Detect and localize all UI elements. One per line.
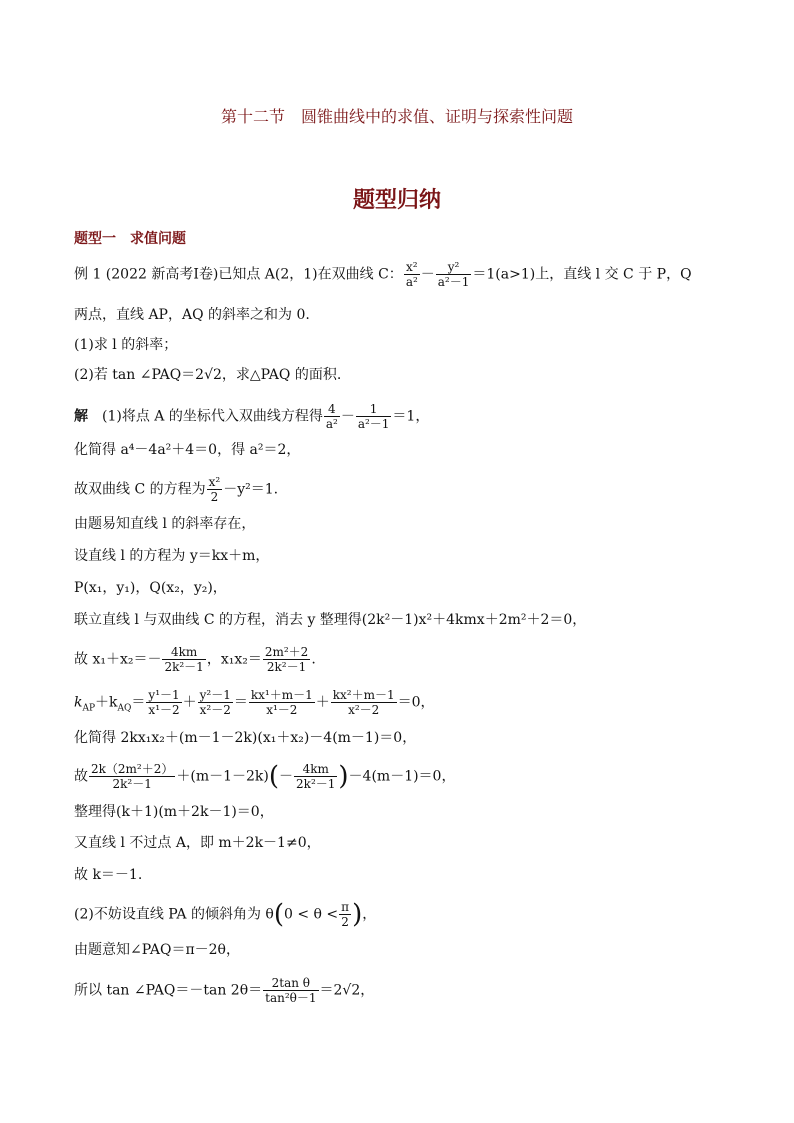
- problem-type-label: 题型一 求值问题: [74, 231, 186, 247]
- fraction-x2-2: $\frac{\text{x²}}{2}$: [208, 475, 221, 504]
- solution-step-5: 设直线 l 的方程为 y＝kx＋m，: [74, 548, 270, 564]
- fraction-y2-a2-1: $\frac{\text{y²}}{\text{a²－1}}$: [437, 260, 470, 289]
- solution-step-16: 由题意知∠PAQ＝π－2θ，: [74, 942, 240, 958]
- fraction-neg: $\frac{4km}{\text{2k²－1}}$: [296, 762, 336, 791]
- solution-step-12: 整理得(k＋1)(m＋2k－1)＝0，: [74, 804, 274, 820]
- solution-step-8: [74, 645, 316, 674]
- step-9-end: ＝0，: [397, 694, 435, 711]
- step-11-end: －4(m－1)＝0，: [348, 768, 456, 785]
- page-title: 第十二节 圆锥曲线中的求值、证明与探索性问题: [220, 107, 573, 126]
- solution-step-15: (2)不妨设直线 PA 的倾斜角为 θ(0 < θ < $\frac{\pi}{2}$ )，: [74, 899, 377, 930]
- solution-step-17: [74, 976, 374, 1005]
- solution-step-10: 化简得 2kx₁x₂＋(m－1－2k)(x₁＋x₂)－4(m－1)＝0，: [74, 730, 417, 746]
- solution-step-11: 故 $\frac{\text{2k（2m²＋2）}}{\text{2k²－1}}$ ＋(m－1－2k)(－ $\frac{4km}{\text{2k²－1}}$ )－4(m－1)＝0，: [74, 761, 456, 792]
- solution-step-9: [74, 688, 435, 718]
- step-1-text: (1)将点 A 的坐标代入双曲线方程得: [102, 408, 323, 425]
- fraction-1-a2-1: $\frac{1}{\text{a²－1}}$: [357, 402, 390, 431]
- step-3-text: 故双曲线 C 的方程为: [74, 481, 206, 498]
- step-15-end: ，: [362, 906, 377, 923]
- fraction-ap-1: $\frac{\text{y¹－1}}{\text{x¹－2}}$: [148, 688, 180, 717]
- solution-step-4: 由题易知直线 l 的斜率存在，: [74, 516, 256, 532]
- step-1-end: ＝1，: [392, 408, 430, 425]
- step-17-text: 所以 tan ∠PAQ＝－tan 2θ＝: [74, 982, 263, 999]
- subscript-ap: AP: [82, 703, 96, 714]
- subscript-aq: AQ: [117, 703, 132, 714]
- fraction-4-a2: $\frac{4}{\text{a²}}$: [325, 402, 338, 431]
- fraction-aq-2: $\frac{\text{kx²＋m－1}}{\text{x²－2}}$: [332, 688, 395, 717]
- k-symbol: k: [74, 694, 83, 711]
- step-17-end: ＝2√2，: [319, 982, 375, 999]
- solution-step-6: P(x₁，y₁)，Q(x₂，y₂)，: [74, 580, 227, 596]
- step-11-mid: ＋(m－1－2k): [176, 768, 269, 785]
- step-3-end: －y²＝1.: [223, 481, 279, 498]
- fraction-product: $\frac{\text{2m²＋2}}{\text{2k²－1}}$: [264, 645, 309, 674]
- step-11-text: 故: [74, 768, 88, 785]
- example-intro-b: ＝1(a>1)上，直线 l 交 C 于 P，Q: [472, 266, 692, 283]
- step-15-range: 0 < θ <: [284, 906, 339, 923]
- fraction-aq-1: $\frac{\text{y²－1}}{\text{x²－2}}$: [199, 688, 231, 717]
- fraction-big: $\frac{\text{2k（2m²＋2）}}{\text{2k²－1}}$: [91, 762, 174, 791]
- example-line-2: 两点，直线 AP，AQ 的斜率之和为 0.: [74, 307, 310, 323]
- fraction-x2-a2: $\frac{\text{x²}}{\text{a²}}$: [405, 260, 418, 289]
- solution-step-14: 故 k＝－1.: [74, 867, 143, 883]
- equals-2: ＝: [233, 694, 248, 711]
- solution-step-1: 解 (1)将点 A 的坐标代入双曲线方程得 $\frac{4}{\text{a²}}$ － $\frac{1}{\text{a²－1}}$ ＝1，: [74, 402, 430, 431]
- solution-step-3: [74, 475, 278, 504]
- step-8-text: 故 x₁＋x₂＝－: [74, 651, 162, 668]
- step-8-end: .: [311, 651, 316, 668]
- equals-1: ＝: [131, 694, 146, 711]
- question-2: (2)若 tan ∠PAQ＝2√2，求△PAQ 的面积.: [74, 367, 342, 383]
- step-15-text: (2)不妨设直线 PA 的倾斜角为 θ: [74, 906, 274, 923]
- solution-label: 解: [74, 408, 88, 425]
- plus-2: ＋: [315, 694, 330, 711]
- section-title: 题型归纳: [352, 188, 441, 213]
- solution-step-13: 又直线 l 不过点 A，即 m＋2k－1≠0，: [74, 835, 321, 851]
- fraction-ap-2: $\frac{\text{kx¹＋m－1}}{\text{x¹－2}}$: [250, 688, 313, 717]
- plus-k: ＋k: [95, 694, 118, 711]
- plus-1: ＋: [182, 694, 197, 711]
- solution-step-7: 联立直线 l 与双曲线 C 的方程，消去 y 整理得(2k²－1)x²＋4kmx＋2m²＋2＝0，: [74, 612, 587, 628]
- step-8-mid: ，x₁x₂＝: [206, 651, 262, 668]
- question-1: (1)求 l 的斜率；: [74, 337, 178, 353]
- fraction-pi-2: $\frac{\pi}{2}$: [341, 900, 350, 929]
- example-intro-line: 例 1 (2022 新高考Ⅰ卷)已知点 A(2，1)在双曲线 C： $\frac{\text{x²}}{\text{a²}}$ － $\frac{\text{y²}}{\text{a²－1}}$ ＝1(a>1)上，直线 l 交 C 于 P，Q: [74, 260, 692, 289]
- fraction-tan: $\frac{\text{2tan θ}}{\text{tan²θ－1}}$: [265, 976, 317, 1005]
- example-intro-a: 例 1 (2022 新高考Ⅰ卷)已知点 A(2，1)在双曲线 C：: [74, 266, 403, 283]
- fraction-sum: $\frac{4km}{\text{2k²－1}}$: [164, 645, 204, 674]
- solution-step-2: 化简得 a⁴－4a²＋4＝0，得 a²＝2，: [74, 442, 301, 458]
